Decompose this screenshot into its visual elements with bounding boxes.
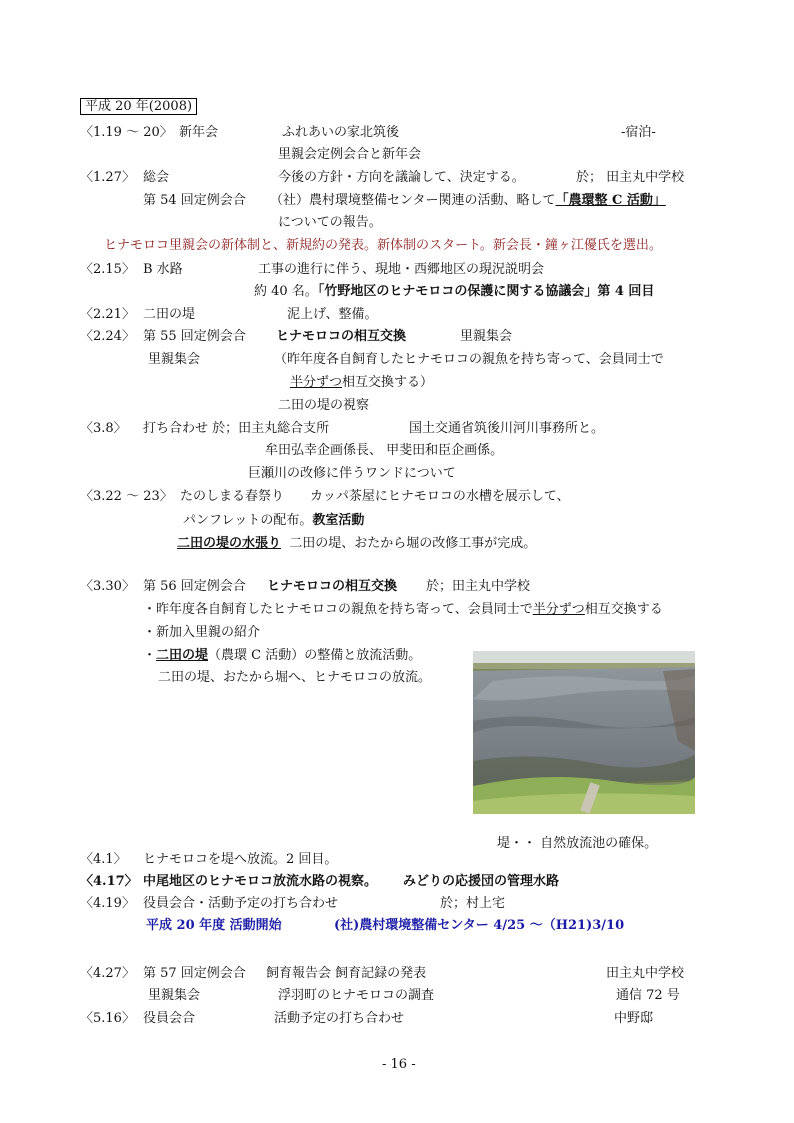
entry-title: 役員会合・活動予定の打ち合わせ bbox=[143, 896, 339, 911]
activity-start-period: (社)農村環境整備センター 4/25 ～（H21)3/10 bbox=[334, 918, 625, 933]
announcement-note: ヒナモロコ里親会の新体制と、新規約の発表。新体制のスタート。新会長・鐘ヶ江優氏を選出。 bbox=[104, 238, 662, 253]
entry-place: 里親集会 bbox=[460, 329, 513, 344]
entry-desc: 浮羽町のヒナモロコの調査 bbox=[278, 988, 435, 1003]
entry-desc: 飼育報告会 飼育記録の発表 bbox=[266, 966, 427, 981]
entry-desc: 国土交通省筑後川河川事務所と。 bbox=[409, 421, 605, 436]
entry-desc: ・新加入里親の紹介 bbox=[143, 625, 261, 640]
entry-date: 〈1.19 ～ 20〉 bbox=[80, 125, 173, 140]
entry-desc: ・二田の堤（農環 C 活動）の整備と放流活動。 bbox=[143, 648, 422, 663]
entry-desc: パンフレットの配布。教室活動 bbox=[183, 513, 365, 528]
entry-desc: 二田の堤の水張り 二田の堤、おたから堀の改修工事が完成。 bbox=[177, 536, 537, 551]
page-number: - 16 - bbox=[382, 1057, 416, 1072]
entry-desc: 里親会定例会合と新年会 bbox=[278, 147, 422, 162]
entry-desc: ふれあいの家北筑後 bbox=[282, 125, 400, 140]
activity-start-title: 平成 20 年度 活動開始 bbox=[146, 918, 282, 933]
entry-desc: カッパ茶屋にヒナモロコの水槽を展示して、 bbox=[310, 489, 570, 504]
entry-desc: （昨年度各自飼育したヒナモロコの親魚を持ち寄って、会員同士で bbox=[274, 352, 664, 367]
entry-title: B 水路 bbox=[143, 262, 183, 277]
entry-date: 〈3.22 ～ 23〉 bbox=[80, 489, 173, 504]
entry-desc: 泥上げ、整備。 bbox=[287, 307, 378, 322]
entry-title: たのしまる春祭り bbox=[180, 489, 285, 504]
entry-date: 〈3.8〉 bbox=[80, 421, 127, 436]
entry-date: 〈2.15〉 bbox=[80, 262, 135, 277]
entry-place: 通信 72 号 bbox=[616, 988, 680, 1003]
entry-desc: 活動予定の打ち合わせ bbox=[274, 1011, 405, 1026]
entry-date: 〈2.21〉 bbox=[80, 307, 135, 322]
entry-place: 於； 田主丸中学校 bbox=[576, 170, 685, 185]
entry-place: 於；田主丸中学校 bbox=[426, 579, 531, 594]
entry-date: 〈4.1〉 bbox=[80, 852, 127, 867]
entry-desc: ヒナモロコの相互交換 bbox=[276, 329, 407, 344]
entry-place: 於；村上宅 bbox=[440, 896, 506, 911]
entry-desc: みどりの応援団の管理水路 bbox=[403, 874, 560, 889]
entry-place: 中野邸 bbox=[614, 1011, 654, 1026]
entry-date: 〈1.27〉 bbox=[80, 170, 135, 185]
entry-date: 〈2.24〉 bbox=[80, 329, 135, 344]
entry-date: 〈3.30〉 bbox=[80, 579, 135, 594]
entry-desc: 牟田弘幸企画係長、 甲斐田和臣企画係。 bbox=[265, 443, 504, 458]
entry-title: 第 57 回定例会合 bbox=[143, 966, 246, 981]
entry-title: 打ち合わせ 於；田主丸総合支所 bbox=[143, 421, 330, 436]
entry-desc: 今後の方針・方向を議論して、決定する。 bbox=[278, 170, 525, 185]
entry-title: 新年会 bbox=[179, 125, 219, 140]
entry-date: 〈4.19〉 bbox=[80, 896, 135, 911]
entry-desc: 半分ずつ相互交換する） bbox=[290, 375, 434, 390]
entry-place: 田主丸中学校 bbox=[606, 966, 685, 981]
entry-place: -宿泊- bbox=[621, 125, 656, 140]
entry-title: 総会 bbox=[143, 170, 170, 185]
entry-desc: （社）農村環境整備センター関連の活動、略して「農環整 C 活動」 bbox=[270, 193, 666, 208]
entry-desc: 二田の堤の視察 bbox=[278, 398, 370, 413]
photo-caption: 堤・・ 自然放流池の確保。 bbox=[497, 836, 658, 851]
entry-title: 里親集会 bbox=[148, 352, 201, 367]
entry-desc: ・昨年度各自飼育したヒナモロコの親魚を持ち寄って、会員同士で半分ずつ相互交換する bbox=[143, 602, 663, 617]
entry-date: 〈4.17〉 bbox=[80, 874, 138, 889]
entry-title: 第 55 回定例会合 bbox=[143, 329, 246, 344]
entry-desc: 約 40 名。「竹野地区のヒナモロコの保護に関する協議会」第 4 回目 bbox=[254, 284, 655, 299]
entry-desc: についての報告。 bbox=[278, 215, 382, 230]
entry-title: 第 54 回定例会合 bbox=[143, 193, 246, 208]
entry-title: 二田の堤 bbox=[143, 307, 196, 322]
entry-title: 第 56 回定例会合 bbox=[143, 579, 246, 594]
entry-desc: 二田の堤、おたから堀へ、ヒナモロコの放流。 bbox=[158, 670, 432, 685]
entry-title: 中尾地区のヒナモロコ放流水路の視察。 bbox=[143, 874, 378, 889]
entry-date: 〈4.27〉 bbox=[80, 966, 135, 981]
entry-title: ヒナモロコを堤へ放流。2 回目。 bbox=[143, 852, 338, 867]
entry-title: 役員会合 bbox=[143, 1011, 196, 1026]
year-label: 平成 20 年(2008) bbox=[80, 98, 197, 115]
entry-desc: ヒナモロコの相互交換 bbox=[267, 579, 398, 594]
entry-desc: 工事の進行に伴う、現地・西郷地区の現況説明会 bbox=[258, 262, 545, 277]
entry-title: 里親集会 bbox=[148, 988, 201, 1003]
pond-photo bbox=[473, 651, 695, 814]
entry-desc: 巨瀬川の改修に伴うワンドについて bbox=[248, 466, 456, 481]
entry-date: 〈5.16〉 bbox=[80, 1011, 135, 1026]
